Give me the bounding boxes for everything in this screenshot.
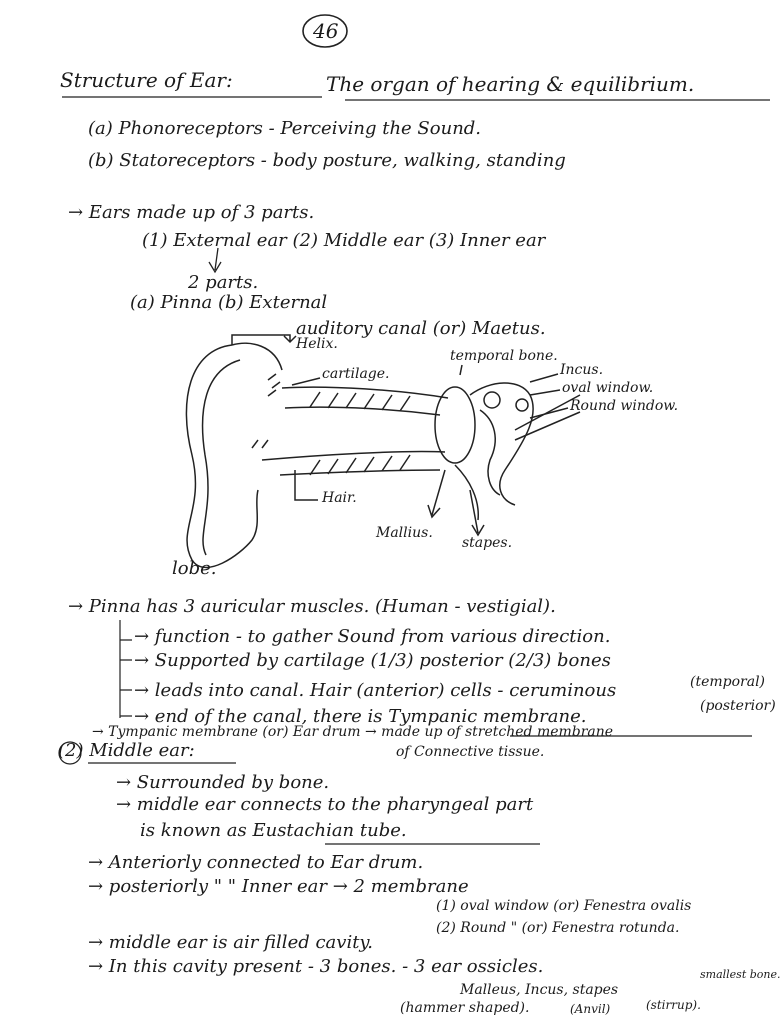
pinna-note-tissue: of Connective tissue. bbox=[396, 744, 545, 760]
title-definition: The organ of hearing & equilibrium. bbox=[326, 72, 695, 96]
pinna-note-canal: → leads into canal. Hair (anterior) cells - ceruminous bbox=[134, 680, 617, 701]
receptor-a: (a) Phonoreceptors - Perceiving the Sound. bbox=[88, 118, 482, 139]
label-incus: Incus. bbox=[560, 362, 604, 378]
pinna-note-tympanic: → end of the canal, there is Tympanic membrane. bbox=[134, 706, 587, 727]
page-title: Structure of Ear: bbox=[60, 68, 233, 92]
incus-anvil: (Anvil) bbox=[570, 1002, 611, 1016]
external-parts-b: auditory canal (or) Maetus. bbox=[296, 318, 546, 339]
label-mallius: Mallius. bbox=[376, 525, 433, 541]
middle-ear-note-8: → middle ear is air filled cavity. bbox=[88, 932, 373, 953]
label-temporal-bone: temporal bone. bbox=[450, 348, 558, 364]
label-cartilage: cartilage. bbox=[322, 366, 390, 382]
label-oval-window: oval window. bbox=[562, 380, 654, 396]
label-hair: Hair. bbox=[322, 490, 357, 506]
middle-ear-note-2: → middle ear connects to the pharyngeal part bbox=[116, 794, 534, 815]
middle-ear-note-3: is known as Eustachian tube. bbox=[140, 820, 407, 841]
pinna-note-muscles: → Pinna has 3 auricular muscles. (Human - vestigial). bbox=[68, 596, 556, 617]
middle-ear-note-9: → In this cavity present - 3 bones. - 3 ear ossicles. bbox=[88, 956, 544, 977]
two-parts: 2 parts. bbox=[188, 272, 259, 293]
label-stapes: stapes. bbox=[462, 535, 513, 551]
pinna-note-eardrum: → Tympanic membrane (or) Ear drum → made up of stretched membrane bbox=[92, 724, 614, 740]
middle-ear-note-4: → Anteriorly connected to Ear drum. bbox=[88, 852, 424, 873]
middle-ear-note-7: (2) Round " (or) Fenestra rotunda. bbox=[436, 920, 680, 936]
stapes-stirrup: (stirrup). bbox=[646, 998, 701, 1012]
label-round-window: Round window. bbox=[570, 398, 679, 414]
malleus-shape: (hammer shaped). bbox=[400, 1000, 530, 1016]
parts-list: (1) External ear (2) Middle ear (3) Inner ear bbox=[142, 230, 546, 251]
pinna-note-function: → function - to gather Sound from various direction. bbox=[134, 626, 611, 647]
label-helix: Helix. bbox=[296, 336, 338, 352]
middle-ear-note-5: → posteriorly " " Inner ear → 2 membrane bbox=[88, 876, 469, 897]
pinna-note-temporal: (temporal) bbox=[690, 674, 766, 690]
pinna-outline bbox=[186, 343, 282, 567]
middle-ear-note-6: (1) oval window (or) Fenestra ovalis bbox=[436, 898, 692, 914]
receptor-b: (b) Statoreceptors - body posture, walking, standing bbox=[88, 150, 566, 171]
external-parts-a: (a) Pinna (b) External bbox=[130, 292, 328, 313]
middle-ear-heading: (2) Middle ear: bbox=[58, 740, 195, 761]
smallest-bone-note: smallest bone. bbox=[700, 968, 781, 981]
page-number: 46 bbox=[313, 19, 339, 43]
ossicle-names: Malleus, Incus, stapes bbox=[460, 982, 619, 998]
parts-intro: → Ears made up of 3 parts. bbox=[68, 202, 315, 223]
middle-ear-note-1: → Surrounded by bone. bbox=[116, 772, 330, 793]
pinna-note-cartilage: → Supported by cartilage (1/3) posterior (2/3) bones bbox=[134, 650, 611, 671]
label-lobe: lobe. bbox=[172, 558, 217, 579]
pinna-note-posterior: (posterior) bbox=[700, 698, 776, 714]
